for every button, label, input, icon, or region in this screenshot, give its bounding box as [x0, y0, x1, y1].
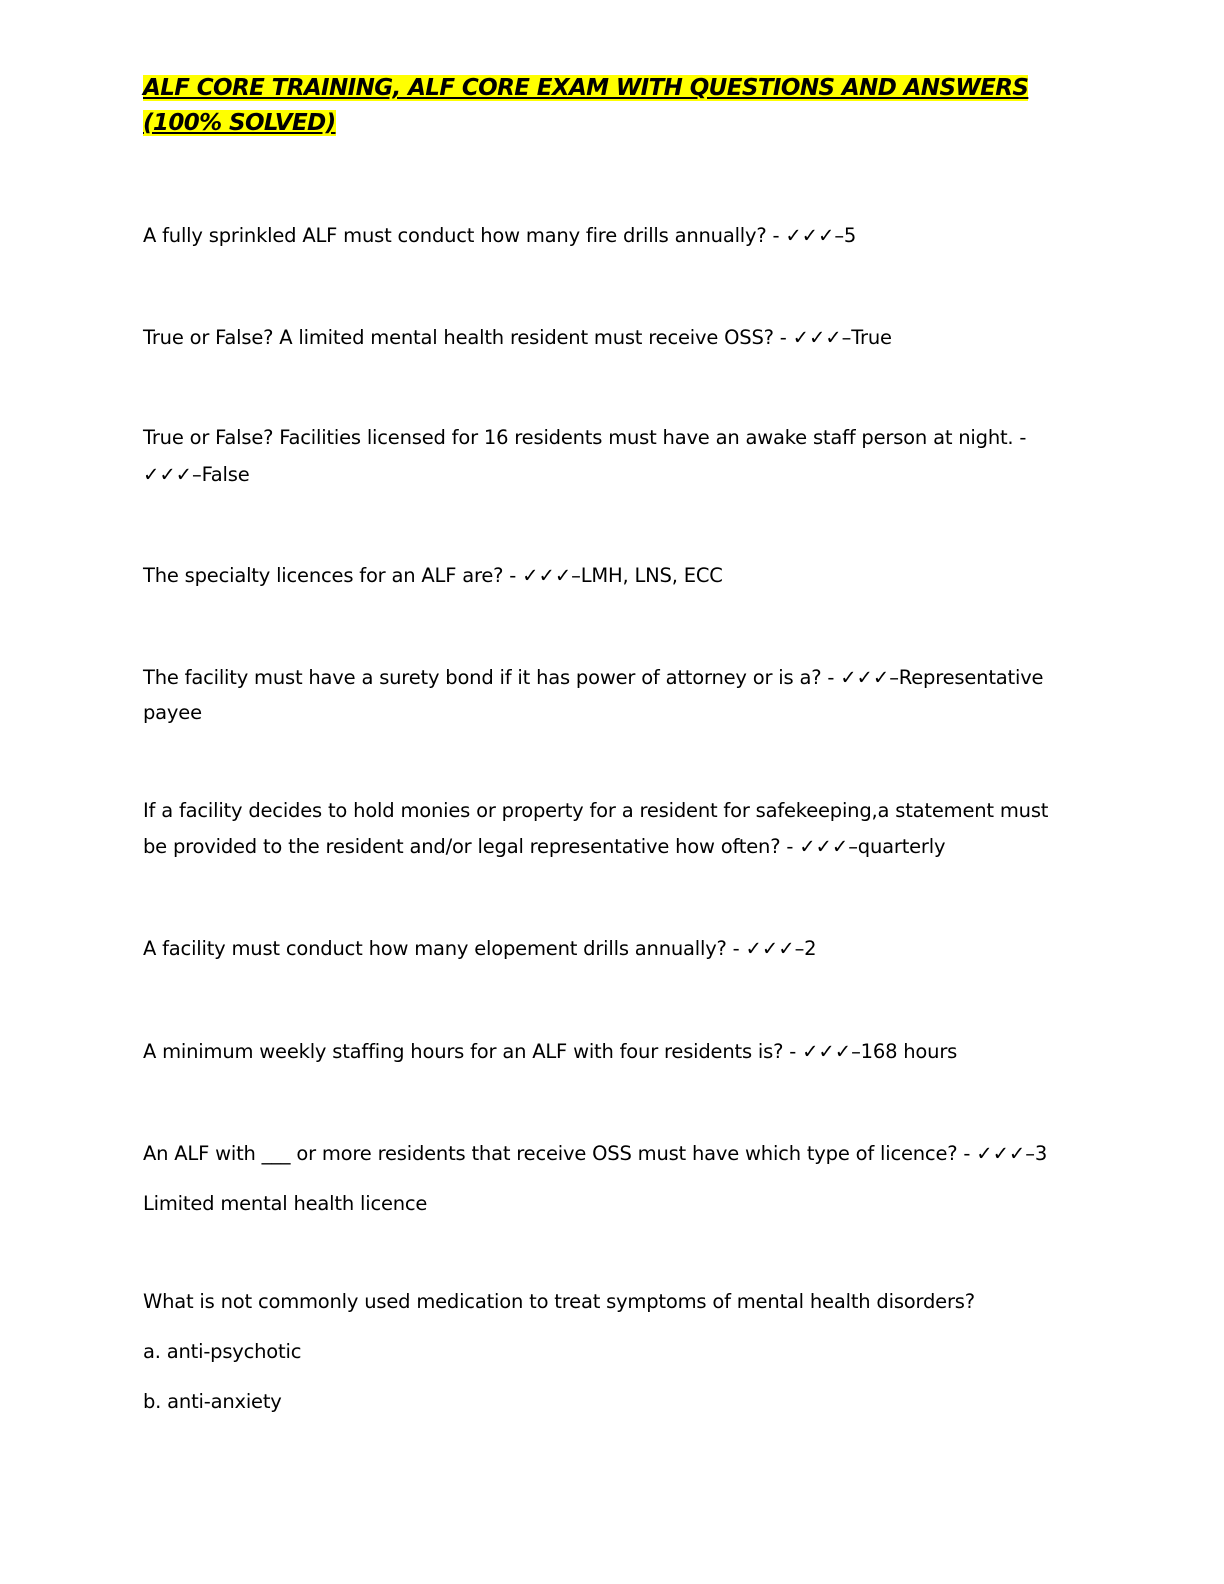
check-marks-icon: ✓✓✓ [143, 463, 193, 486]
answer-text: –3 [1025, 1142, 1048, 1165]
question-text: The facility must have a surety bond if it has power of attorney or is a? - [143, 666, 835, 689]
answer-text: –LMH, LNS, ECC [571, 564, 723, 587]
check-marks-icon: ✓✓✓ [792, 326, 842, 349]
answer-text: –Representative payee [143, 666, 1044, 724]
qa-item-3 [143, 419, 1078, 493]
question-text: An ALF with ___ or more residents that receive OSS must have which type of licence? - [143, 1142, 971, 1165]
answer-text: –5 [834, 224, 857, 247]
check-marks-icon: ✓✓✓ [785, 224, 835, 247]
check-marks-icon: ✓✓✓ [840, 666, 890, 689]
qa-item-4 [143, 558, 1078, 593]
qa-item-10 [143, 1277, 1078, 1427]
question-text: A minimum weekly staffing hours for an ALF with four residents is? - [143, 1040, 797, 1063]
check-marks-icon: ✓✓✓ [799, 835, 849, 858]
question-text: The specialty licences for an ALF are? - [143, 564, 517, 587]
check-marks-icon: ✓✓✓ [976, 1142, 1026, 1165]
check-marks-icon: ✓✓✓ [802, 1040, 852, 1063]
question-text: True or False? Facilities licensed for 16 residents must have an awake staff person at night. - [143, 426, 1027, 449]
question-text: A facility must conduct how many elopement drills annually? - [143, 937, 740, 960]
qa-item-2 [143, 320, 1078, 355]
qa-item-5 [143, 660, 1078, 730]
qa-item-6 [143, 793, 1078, 865]
answer-text: –168 hours [851, 1040, 958, 1063]
answer-continued-text: Limited mental health licence [143, 1192, 428, 1215]
answer-text: –quarterly [848, 835, 946, 858]
document-title [143, 71, 1053, 141]
check-marks-icon: ✓✓✓ [522, 564, 572, 587]
question-text: If a facility decides to hold monies or property for a resident for safekeeping,a statement must be provided to the resident and/or legal representative how often? - [143, 799, 1049, 858]
document-title-text: ALF CORE TRAINING, ALF CORE EXAM WITH QUESTIONS AND ANSWERS (100% SOLVED) [143, 75, 1029, 136]
question-text: What is not commonly used medication to treat symptoms of mental health disorders? [143, 1290, 975, 1313]
qa-item-9 [143, 1129, 1078, 1229]
answer-text: –False [192, 463, 250, 486]
qa-item-1 [143, 218, 1078, 253]
answer-text: –True [841, 326, 892, 349]
answer-text: –2 [794, 937, 817, 960]
question-text: A fully sprinkled ALF must conduct how many fire drills annually? - [143, 224, 780, 247]
option-a: a. anti-psychotic [143, 1340, 302, 1363]
qa-item-7 [143, 931, 1078, 966]
check-marks-icon: ✓✓✓ [745, 937, 795, 960]
option-b: b. anti-anxiety [143, 1390, 282, 1413]
question-text: True or False? A limited mental health resident must receive OSS? - [143, 326, 787, 349]
qa-item-8 [143, 1034, 1078, 1069]
